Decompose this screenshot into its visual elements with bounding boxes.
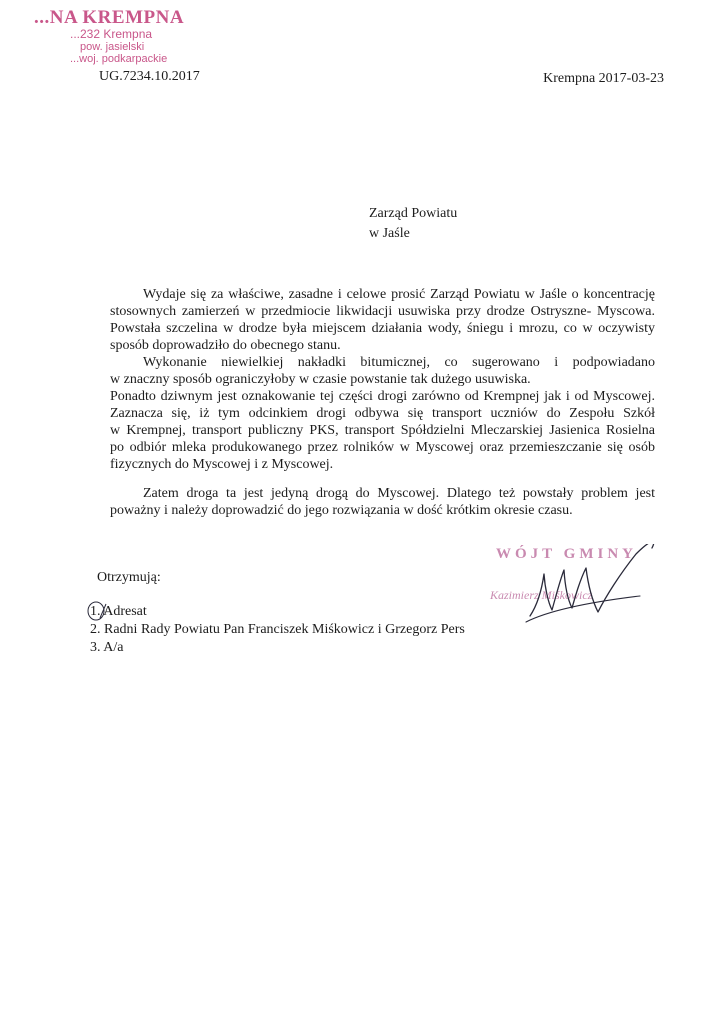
handwritten-circle-icon [86,600,108,622]
body-line: w znaczny sposób ograniczyłoby w czasie powstanie tak dużego usuwiska. [110,372,531,387]
body-line: w Krempnej, transport publiczny PKS, transport Spółdzielni Mleczarskiej Jasienica Rosielna [110,423,655,438]
letter-date: Krempna 2017-03-23 [543,71,664,86]
addressee-line-1: Zarząd Powiatu [369,206,458,221]
list-item [90,639,465,657]
stamp-line-2: ...232 Krempna [70,27,153,41]
body-line: Wydaje się za właściwe, zasadne i celowe prosić Zarząd Powiatu w Jaśle o koncentrację [143,287,655,302]
letter-body [110,286,655,519]
addressee [369,204,457,244]
body-line: Zaznacza się, iż tym odcinkiem drogi odbywa się transport uczniów do Zespołu Szkół [110,406,655,421]
body-line: Powstała szczelina w drodze była miejscem działania wody, śniegu i mrozu, co w oczywisty [110,321,655,336]
body-line: Wykonanie niewielkiej nakładki bitumicznej, co sugerowano i podpowiadano [143,355,655,370]
stamp-line-4: ...woj. podkarpackie [70,53,168,65]
body-line: Zatem droga ta jest jedyną drogą do Myscowej. Dlatego też powstały problem jest [143,486,655,501]
reference-number: UG.7234.10.2017 [99,69,200,84]
signature-stamp [490,544,660,634]
body-line: fizycznych do Myscowej i z Myscowej. [110,457,334,472]
signature-stamp-title: WÓJT GMINY [496,546,637,562]
body-line: stosownych zamierzeń w przedmiocie likwidacji usuwiska przy drodze Ostryszne- Myscowa. [110,304,655,319]
signature-stamp-name: Kazimierz Miśkowicz [490,588,593,602]
recipient-1: 1. Adresat [90,604,147,619]
stamp-line-1: ...NA KREMPNA [34,7,185,28]
recipients-list [90,603,465,657]
body-line: Ponadto dziwnym jest oznakowanie tej części drogi zarówno od Krempnej jak i od Myscowej. [110,389,655,404]
body-line: po odbiór mleka produkowanego przez rolników w Myscowej oraz przemieszczanie się osób [110,440,655,455]
recipients-heading: Otrzymują: [97,570,161,585]
list-item [90,621,465,639]
stamp-line-3: pow. jasielski [80,41,145,53]
recipient-2: 2. Radni Rady Powiatu Pan Franciszek Miśkowicz i Grzegorz Pers [90,622,465,637]
municipality-stamp [34,8,214,65]
body-line: poważny i należy doprowadzić do jego rozwiązania w dość krótkim okresie czasu. [110,503,573,518]
recipient-3: 3. A/a [90,640,124,655]
list-item [90,603,465,621]
addressee-line-2: w Jaśle [369,226,410,241]
handwritten-signature-icon [490,544,660,634]
body-line: sposób doprowadziło do obecnego stanu. [110,338,341,353]
